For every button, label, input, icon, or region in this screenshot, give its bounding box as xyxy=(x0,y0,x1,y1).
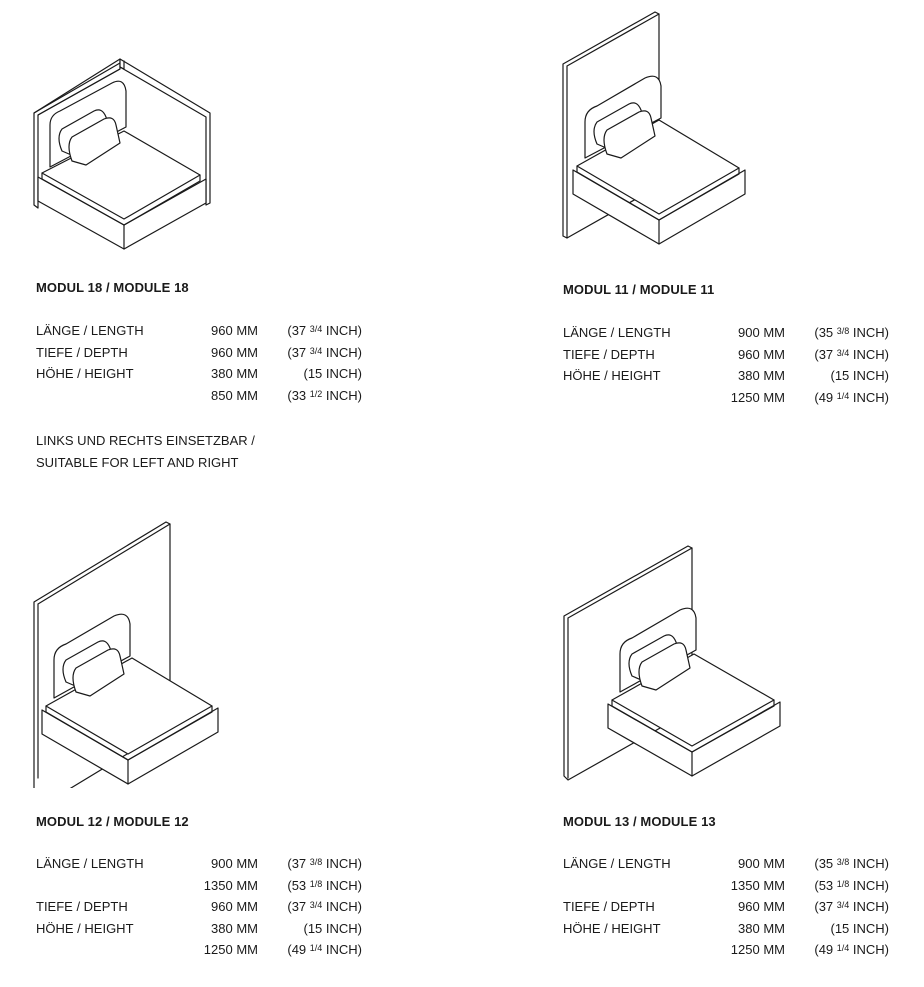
spec-label: HÖHE / HEIGHT xyxy=(36,366,134,381)
module-18-specs xyxy=(36,320,362,406)
spec-row xyxy=(563,387,889,409)
spec-mm-value: 960 MM xyxy=(211,899,258,914)
spec-mm-value: 900 MM xyxy=(738,856,785,871)
module-18-title: MODUL 18 / MODULE 18 xyxy=(36,280,189,295)
spec-inch-value: (37 $^{3/8}$ INCH) xyxy=(287,856,362,871)
spec-label: LÄNGE / LENGTH xyxy=(563,325,671,340)
spec-mm-value: 380 MM xyxy=(738,368,785,383)
spec-row xyxy=(36,853,362,875)
module-18-drawing xyxy=(28,55,218,255)
spec-label: LÄNGE / LENGTH xyxy=(36,856,144,871)
spec-mm-value: 900 MM xyxy=(738,325,785,340)
spec-mm-value: 1250 MM xyxy=(730,942,785,957)
spec-inch-value: (37 $^{3/4}$ INCH) xyxy=(287,344,362,360)
spec-inch-value: (37 $^{3/4}$ INCH) xyxy=(814,899,889,914)
spec-row xyxy=(36,918,362,940)
module-12-drawing xyxy=(28,518,228,788)
module-11-specs xyxy=(563,322,889,408)
spec-inch-value: (33 $^{1/2}$ INCH) xyxy=(287,387,362,403)
spec-mm-value: 850 MM xyxy=(211,387,258,403)
spec-label: HÖHE / HEIGHT xyxy=(563,368,661,383)
spec-label: TIEFE / DEPTH xyxy=(563,346,655,362)
spec-row xyxy=(563,344,889,366)
spec-label: HÖHE / HEIGHT xyxy=(36,920,134,936)
spec-mm-value: 960 MM xyxy=(211,323,258,338)
spec-inch-value: (53 $^{1/8}$ INCH) xyxy=(287,877,362,893)
spec-inch-value: (49 $^{1/4}$ INCH) xyxy=(287,942,362,957)
spec-inch-value: (35 $^{3/8}$ INCH) xyxy=(814,856,889,871)
module-13-title: MODUL 13 / MODULE 13 xyxy=(563,814,716,829)
spec-inch-value: (15 INCH) xyxy=(303,366,362,381)
spec-inch-value: (37 $^{3/4}$ INCH) xyxy=(287,899,362,914)
spec-inch-value: (35 $^{3/8}$ INCH) xyxy=(814,325,889,340)
module-13-specs xyxy=(563,853,889,961)
spec-row xyxy=(563,939,889,961)
note-line: LINKS UND RECHTS EINSETZBAR / xyxy=(36,433,255,448)
note-line: SUITABLE FOR LEFT AND RIGHT xyxy=(36,454,239,470)
spec-mm-value: 380 MM xyxy=(738,920,785,936)
spec-label: LÄNGE / LENGTH xyxy=(36,323,144,338)
module-11-drawing xyxy=(555,10,755,250)
spec-row xyxy=(563,365,889,387)
spec-row xyxy=(36,320,362,342)
spec-inch-value: (15 INCH) xyxy=(830,368,889,383)
spec-mm-value: 1350 MM xyxy=(730,877,785,893)
spec-mm-value: 1250 MM xyxy=(203,942,258,957)
module-12-title: MODUL 12 / MODULE 12 xyxy=(36,814,189,829)
spec-row xyxy=(36,363,362,385)
spec-label: LÄNGE / LENGTH xyxy=(563,856,671,871)
spec-inch-value: (37 $^{3/4}$ INCH) xyxy=(287,323,362,338)
spec-label: HÖHE / HEIGHT xyxy=(563,920,661,936)
module-12-specs xyxy=(36,853,362,961)
spec-row xyxy=(36,875,362,897)
module-13-drawing xyxy=(560,542,790,782)
module-11-title: MODUL 11 / MODULE 11 xyxy=(563,282,715,297)
spec-mm-value: 1350 MM xyxy=(203,877,258,893)
spec-mm-value: 960 MM xyxy=(211,344,258,360)
spec-mm-value: 960 MM xyxy=(738,346,785,362)
spec-inch-value: (15 INCH) xyxy=(303,920,362,936)
spec-row xyxy=(36,385,362,407)
spec-row xyxy=(36,939,362,961)
spec-row xyxy=(563,853,889,875)
spec-inch-value: (53 $^{1/8}$ INCH) xyxy=(814,877,889,893)
spec-mm-value: 1250 MM xyxy=(730,389,785,405)
spec-row xyxy=(563,322,889,344)
spec-label: TIEFE / DEPTH xyxy=(36,344,128,360)
spec-row xyxy=(36,342,362,364)
spec-mm-value: 960 MM xyxy=(738,899,785,914)
spec-label: TIEFE / DEPTH xyxy=(36,899,128,914)
spec-inch-value: (49 $^{1/4}$ INCH) xyxy=(814,389,889,405)
spec-mm-value: 380 MM xyxy=(211,366,258,381)
spec-inch-value: (37 $^{3/4}$ INCH) xyxy=(814,346,889,362)
spec-row xyxy=(563,918,889,940)
spec-mm-value: 900 MM xyxy=(211,856,258,871)
spec-inch-value: (15 INCH) xyxy=(830,920,889,936)
spec-label: TIEFE / DEPTH xyxy=(563,899,655,914)
spec-row xyxy=(563,875,889,897)
module-18-note xyxy=(36,430,255,473)
spec-mm-value: 380 MM xyxy=(211,920,258,936)
spec-row xyxy=(563,896,889,918)
spec-row xyxy=(36,896,362,918)
spec-inch-value: (49 $^{1/4}$ INCH) xyxy=(814,942,889,957)
